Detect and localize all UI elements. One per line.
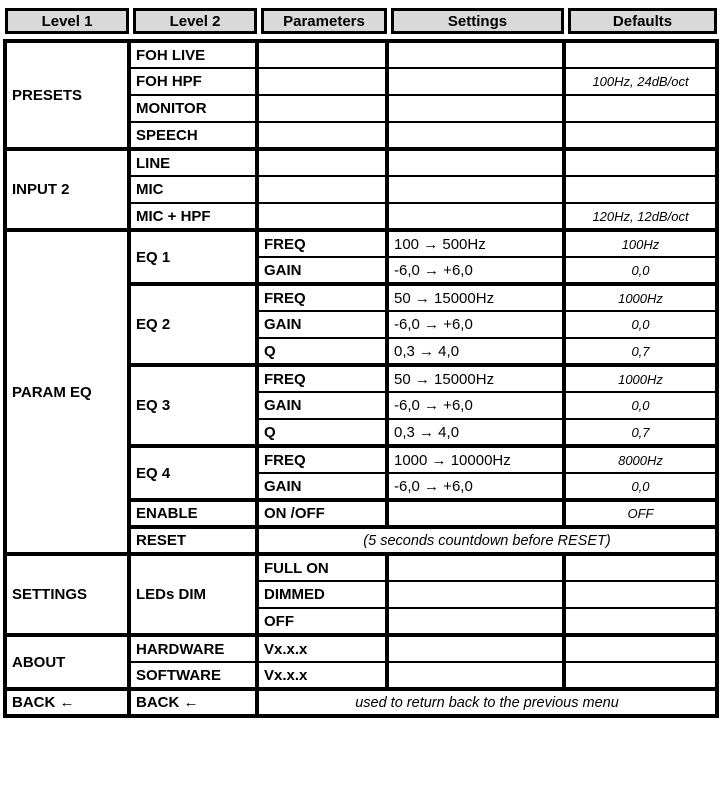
param-freq: FREQ — [257, 230, 387, 257]
default-value: 0,0 — [564, 473, 717, 500]
setting-range: 0,3 → 4,0 — [387, 419, 564, 446]
cell-default — [564, 554, 717, 581]
default-value: 1000Hz — [564, 284, 717, 311]
param-q: Q — [257, 338, 387, 365]
setting-range: 1000 → 10000Hz — [387, 446, 564, 473]
table-header-row — [3, 8, 719, 34]
level2-leds-dim: LEDs DIM — [129, 554, 257, 635]
default-value: 0,0 — [564, 311, 717, 338]
cell-default: 120Hz, 12dB/oct — [564, 203, 717, 230]
param-q: Q — [257, 419, 387, 446]
cell-default — [564, 41, 717, 68]
param-gain: GAIN — [257, 311, 387, 338]
table-row — [5, 230, 717, 257]
header-defaults: Defaults — [568, 8, 717, 34]
cell-default: 100Hz, 24dB/oct — [564, 68, 717, 95]
level2-enable: ENABLE — [129, 500, 257, 527]
cell-default — [564, 149, 717, 176]
param-full-on: FULL ON — [257, 554, 387, 581]
cell-setting — [387, 68, 564, 95]
cell-setting — [387, 176, 564, 203]
param-dimmed: DIMMED — [257, 581, 387, 608]
table-row — [5, 554, 717, 581]
back-note: used to return back to the previous menu — [257, 689, 717, 716]
cell-parameter — [257, 122, 387, 149]
cell-default — [564, 662, 717, 689]
cell-default — [564, 95, 717, 122]
level2-eq3: EQ 3 — [129, 365, 257, 446]
cell-setting — [387, 608, 564, 635]
header-parameters: Parameters — [261, 8, 387, 34]
param-freq: FREQ — [257, 284, 387, 311]
cell-setting — [387, 554, 564, 581]
setting-range: -6,0 → +6,0 — [387, 392, 564, 419]
default-value: 0,7 — [564, 419, 717, 446]
cell-parameter — [257, 149, 387, 176]
cell-setting — [387, 581, 564, 608]
header-settings: Settings — [391, 8, 564, 34]
param-gain: GAIN — [257, 392, 387, 419]
setting-range: -6,0 → +6,0 — [387, 311, 564, 338]
param-freq: FREQ — [257, 365, 387, 392]
cell-default — [564, 581, 717, 608]
level2-monitor: MONITOR — [129, 95, 257, 122]
table-row — [5, 689, 717, 716]
reset-note: (5 seconds countdown before RESET) — [257, 527, 717, 554]
setting-range: 50 → 15000Hz — [387, 284, 564, 311]
level1-about: ABOUT — [5, 635, 129, 689]
level2-reset: RESET — [129, 527, 257, 554]
param-freq: FREQ — [257, 446, 387, 473]
cell-setting — [387, 203, 564, 230]
table-row — [5, 41, 717, 68]
level2-mic-hpf: MIC + HPF — [129, 203, 257, 230]
level2-speech: SPEECH — [129, 122, 257, 149]
default-value: 0,0 — [564, 257, 717, 284]
cell-setting — [387, 122, 564, 149]
setting-range: 50 → 15000Hz — [387, 365, 564, 392]
level2-software: SOFTWARE — [129, 662, 257, 689]
cell-default — [564, 635, 717, 662]
default-value: 100Hz — [564, 230, 717, 257]
level2-foh-hpf: FOH HPF — [129, 68, 257, 95]
cell-parameter — [257, 203, 387, 230]
param-off: OFF — [257, 608, 387, 635]
cell-setting — [387, 95, 564, 122]
cell-parameter — [257, 95, 387, 122]
level2-foh-live: FOH LIVE — [129, 41, 257, 68]
param-sw-version: Vx.x.x — [257, 662, 387, 689]
table-row — [5, 635, 717, 662]
cell-parameter — [257, 41, 387, 68]
setting-range: 0,3 → 4,0 — [387, 338, 564, 365]
level2-eq1: EQ 1 — [129, 230, 257, 284]
default-value: OFF — [564, 500, 717, 527]
menu-table-body — [3, 39, 719, 718]
menu-structure-table — [3, 8, 719, 718]
cell-setting — [387, 500, 564, 527]
cell-parameter — [257, 68, 387, 95]
cell-parameter — [257, 176, 387, 203]
default-value: 0,0 — [564, 392, 717, 419]
header-level2: Level 2 — [133, 8, 257, 34]
setting-range: -6,0 → +6,0 — [387, 473, 564, 500]
cell-default — [564, 608, 717, 635]
cell-setting — [387, 662, 564, 689]
cell-default — [564, 122, 717, 149]
level2-hardware: HARDWARE — [129, 635, 257, 662]
table-row — [5, 149, 717, 176]
level2-mic: MIC — [129, 176, 257, 203]
cell-default — [564, 176, 717, 203]
cell-setting — [387, 149, 564, 176]
param-hw-version: Vx.x.x — [257, 635, 387, 662]
level1-input2: INPUT 2 — [5, 149, 129, 230]
level2-eq4: EQ 4 — [129, 446, 257, 500]
level2-back: BACK ← — [129, 689, 257, 716]
default-value: 0,7 — [564, 338, 717, 365]
setting-range: 100 → 500Hz — [387, 230, 564, 257]
cell-setting — [387, 41, 564, 68]
level2-line: LINE — [129, 149, 257, 176]
param-on-off: ON /OFF — [257, 500, 387, 527]
level1-presets: PRESETS — [5, 41, 129, 149]
param-gain: GAIN — [257, 473, 387, 500]
header-level1: Level 1 — [5, 8, 129, 34]
param-gain: GAIN — [257, 257, 387, 284]
cell-setting — [387, 635, 564, 662]
level1-param-eq: PARAM EQ — [5, 230, 129, 554]
level1-settings: SETTINGS — [5, 554, 129, 635]
level1-back: BACK ← — [5, 689, 129, 716]
default-value: 8000Hz — [564, 446, 717, 473]
setting-range: -6,0 → +6,0 — [387, 257, 564, 284]
default-value: 1000Hz — [564, 365, 717, 392]
level2-eq2: EQ 2 — [129, 284, 257, 365]
